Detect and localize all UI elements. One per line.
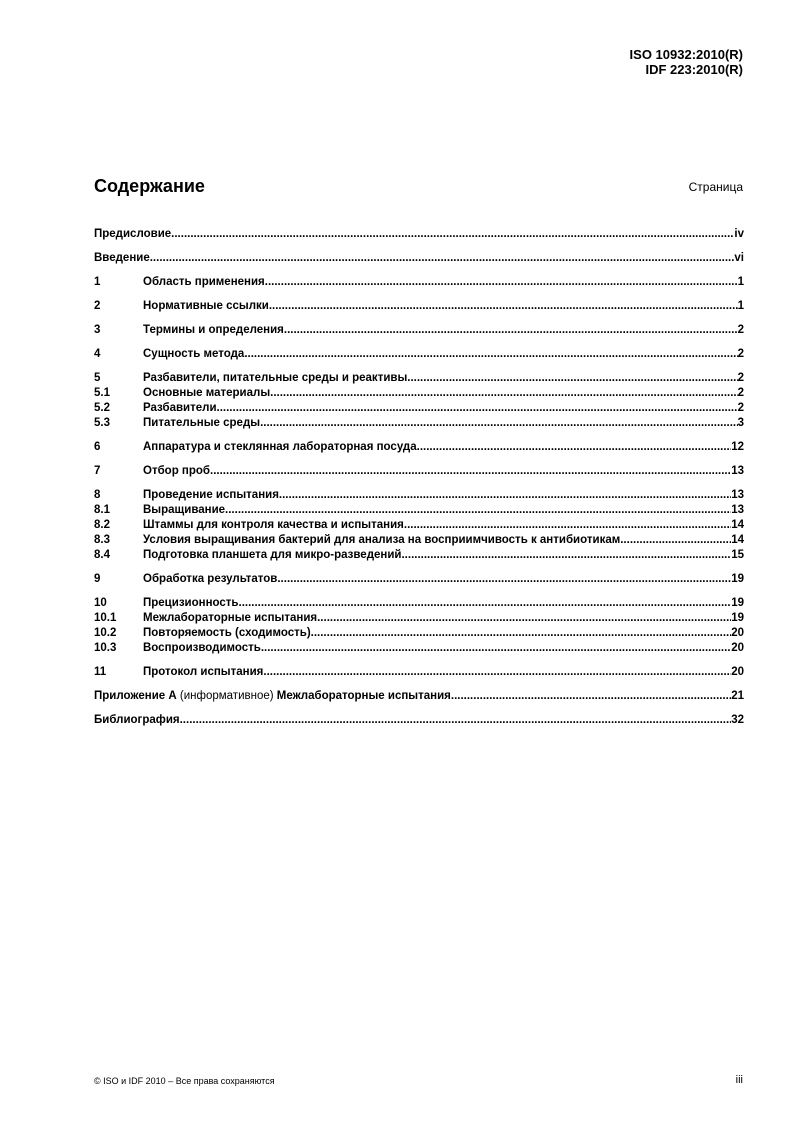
toc-leader-dots [277, 572, 731, 586]
toc-entry-title-text: Разбавители, питательные среды и реактивы [143, 372, 408, 384]
table-of-contents [94, 227, 744, 727]
toc-entry[interactable] [94, 401, 744, 415]
toc-leader-dots [260, 416, 738, 430]
toc-entry-title [143, 665, 263, 679]
toc-leader-dots [150, 251, 735, 265]
toc-entry[interactable] [94, 416, 744, 430]
toc-entry[interactable] [94, 689, 744, 703]
toc-entry-page: 19 [731, 597, 744, 609]
toc-entry-title [94, 227, 171, 241]
toc-entry-title [143, 440, 417, 454]
toc-entry-title [143, 596, 239, 610]
toc-leader-dots [404, 518, 731, 532]
toc-entry[interactable] [94, 713, 744, 727]
toc-entry-number: 10.2 [94, 627, 117, 639]
toc-entry-title-text: Проведение испытания [143, 489, 279, 501]
toc-entry-title [143, 275, 265, 289]
toc-entry-number: 8.3 [94, 534, 110, 546]
toc-entry-page: 1 [737, 276, 744, 288]
toc-entry-page: 1 [737, 300, 744, 312]
toc-entry-number: 9 [94, 573, 101, 585]
toc-entry-number: 2 [94, 300, 101, 312]
toc-entry-number: 5 [94, 372, 101, 384]
footer-page-number: iii [735, 1074, 743, 1086]
toc-entry-title-text: Выращивание [143, 504, 226, 516]
toc-entry-title-text: Приложение A [94, 690, 177, 702]
toc-entry-number: 10.1 [94, 612, 117, 624]
toc-entry-title [143, 611, 317, 625]
toc-entry-title [94, 713, 180, 727]
footer-copyright: © ISO и IDF 2010 – Все права сохраняются [94, 1076, 275, 1086]
toc-entry-number: 1 [94, 276, 101, 288]
toc-entry-title-text: Межлабораторные испытания [143, 612, 318, 624]
toc-entry[interactable] [94, 503, 744, 517]
toc-leader-dots [279, 488, 731, 502]
toc-leader-dots [263, 665, 731, 679]
toc-entry[interactable] [94, 488, 744, 502]
toc-entry-title-text: Область применения [143, 276, 265, 288]
toc-entry[interactable] [94, 548, 744, 562]
toc-entry-page: 2 [737, 402, 744, 414]
toc-entry-title-text: Штаммы для контроля качества и испытания [143, 519, 404, 531]
toc-entry-title [143, 464, 210, 478]
toc-entry-title-text: Обработка результатов [143, 573, 278, 585]
toc-leader-dots [311, 626, 732, 640]
toc-leader-dots [407, 371, 737, 385]
toc-entry-number: 5.2 [94, 402, 110, 414]
toc-entry-page: 13 [731, 489, 744, 501]
toc-entry-page: 12 [731, 441, 744, 453]
toc-entry[interactable] [94, 275, 744, 289]
toc-entry-title-text: Библиография [94, 714, 180, 726]
toc-entry-title-text: Предисловие [94, 228, 172, 240]
toc-leader-dots [451, 689, 731, 703]
toc-entry[interactable] [94, 518, 744, 532]
toc-leader-dots [239, 596, 732, 610]
toc-entry-title-text: Воспроизводимость [143, 642, 261, 654]
toc-entry-annex-title: Межлабораторные испытания [276, 690, 451, 702]
toc-entry-number: 10 [94, 597, 107, 609]
toc-entry-number: 10.3 [94, 642, 117, 654]
toc-entry-number: 8.4 [94, 549, 110, 561]
toc-entry-number: 8.2 [94, 519, 110, 531]
toc-entry-page: 14 [731, 519, 744, 531]
toc-leader-dots [269, 299, 738, 313]
toc-leader-dots [261, 641, 731, 655]
toc-entry-title [143, 416, 260, 430]
toc-entry-page: 2 [737, 348, 744, 360]
toc-entry[interactable] [94, 611, 744, 625]
toc-entry-title-text: Повторяемость (сходимость) [143, 627, 311, 639]
toc-entry-title-text: Термины и определения [143, 324, 284, 336]
toc-entry-page: 2 [737, 372, 744, 384]
toc-leader-dots [210, 464, 731, 478]
toc-entry-page: 20 [731, 627, 744, 639]
toc-entry-page: 3 [737, 417, 744, 429]
toc-entry-title-text: Условия выращивания бактерий для анализа на восприимчивость к антибиотикам [143, 534, 621, 546]
toc-entry-page: 15 [731, 549, 744, 561]
toc-entry[interactable] [94, 533, 744, 547]
toc-entry-page: 19 [731, 612, 744, 624]
toc-leader-dots [401, 548, 731, 562]
toc-entry-page: 20 [731, 666, 744, 678]
toc-entry-page: 14 [731, 534, 744, 546]
toc-entry-title-text: Аппаратура и стеклянная лабораторная посуда [143, 441, 417, 453]
toc-entry[interactable] [94, 572, 744, 586]
toc-entry-title [143, 503, 225, 517]
toc-entry-number: 6 [94, 441, 101, 453]
toc-entry-title-text: Нормативные ссылки [143, 300, 269, 312]
toc-leader-dots [270, 386, 737, 400]
toc-entry[interactable] [94, 323, 744, 337]
toc-entry-number: 5.3 [94, 417, 110, 429]
toc-entry-title [143, 626, 311, 640]
toc-entry-title [143, 641, 261, 655]
toc-leader-dots [217, 401, 738, 415]
toc-entry-title [143, 488, 279, 502]
toc-entry-title [94, 689, 451, 703]
toc-entry-title [143, 323, 284, 337]
toc-entry[interactable] [94, 299, 744, 313]
toc-entry[interactable] [94, 251, 744, 265]
toc-entry-page: 19 [731, 573, 744, 585]
toc-entry-title [143, 533, 620, 547]
toc-entry-title [143, 401, 217, 415]
toc-leader-dots [180, 713, 732, 727]
toc-entry-title-text: Подготовка планшета для микро-разведений [143, 549, 402, 561]
toc-leader-dots [317, 611, 731, 625]
toc-entry[interactable] [94, 440, 744, 454]
toc-entry-title-text: Протокол испытания [143, 666, 264, 678]
toc-entry-number: 5.1 [94, 387, 110, 399]
toc-entry-page: 21 [731, 690, 744, 702]
toc-entry-title-text: Сущность метода [143, 348, 245, 360]
standard-code-iso: ISO 10932:2010(R) [629, 47, 743, 62]
toc-entry-number: 4 [94, 348, 101, 360]
toc-entry-title [94, 251, 150, 265]
toc-entry-annex-type: (информативное) [176, 690, 277, 702]
toc-leader-dots [244, 347, 737, 361]
toc-entry[interactable] [94, 641, 744, 655]
toc-entry-page: 2 [737, 387, 744, 399]
toc-leader-dots [417, 440, 732, 454]
page-column-label: Страница [688, 180, 743, 194]
toc-entry-title [143, 572, 277, 586]
toc-entry-title [143, 299, 269, 313]
toc-entry-page: iv [734, 228, 744, 240]
toc-entry-title-text: Основные материалы [143, 387, 271, 399]
toc-entry-number: 8 [94, 489, 101, 501]
toc-entry-title-text: Отбор проб [143, 465, 211, 477]
toc-entry[interactable] [94, 464, 744, 478]
toc-entry-number: 11 [94, 666, 107, 678]
toc-entry-number: 8.1 [94, 504, 110, 516]
toc-entry[interactable] [94, 665, 744, 679]
toc-entry[interactable] [94, 371, 744, 385]
toc-entry-title [143, 371, 407, 385]
toc-entry-page: 13 [731, 465, 744, 477]
toc-entry-title-text: Прецизионность [143, 597, 239, 609]
toc-entry-title [143, 386, 270, 400]
standard-code-idf: IDF 223:2010(R) [645, 62, 743, 77]
toc-entry-page: 20 [731, 642, 744, 654]
toc-entry-title-text: Разбавители [143, 402, 217, 414]
toc-entry-page: 13 [731, 504, 744, 516]
toc-entry-page: 32 [731, 714, 744, 726]
toc-entry-title [143, 518, 404, 532]
toc-entry[interactable] [94, 347, 744, 361]
toc-leader-dots [171, 227, 734, 241]
toc-leader-dots [620, 533, 731, 547]
toc-entry-title [143, 347, 244, 361]
toc-entry[interactable] [94, 386, 744, 400]
toc-entry-page: 2 [737, 324, 744, 336]
toc-entry-page: vi [734, 252, 744, 264]
toc-entry[interactable] [94, 227, 744, 241]
toc-entry-number: 3 [94, 324, 101, 336]
toc-entry-title-text: Введение [94, 252, 150, 264]
toc-leader-dots [265, 275, 738, 289]
toc-entry[interactable] [94, 596, 744, 610]
toc-leader-dots [284, 323, 738, 337]
toc-leader-dots [225, 503, 731, 517]
toc-entry[interactable] [94, 626, 744, 640]
page-title: Содержание [94, 176, 205, 196]
toc-entry-title [143, 548, 401, 562]
toc-entry-number: 7 [94, 465, 101, 477]
toc-entry-title-text: Питательные среды [143, 417, 261, 429]
